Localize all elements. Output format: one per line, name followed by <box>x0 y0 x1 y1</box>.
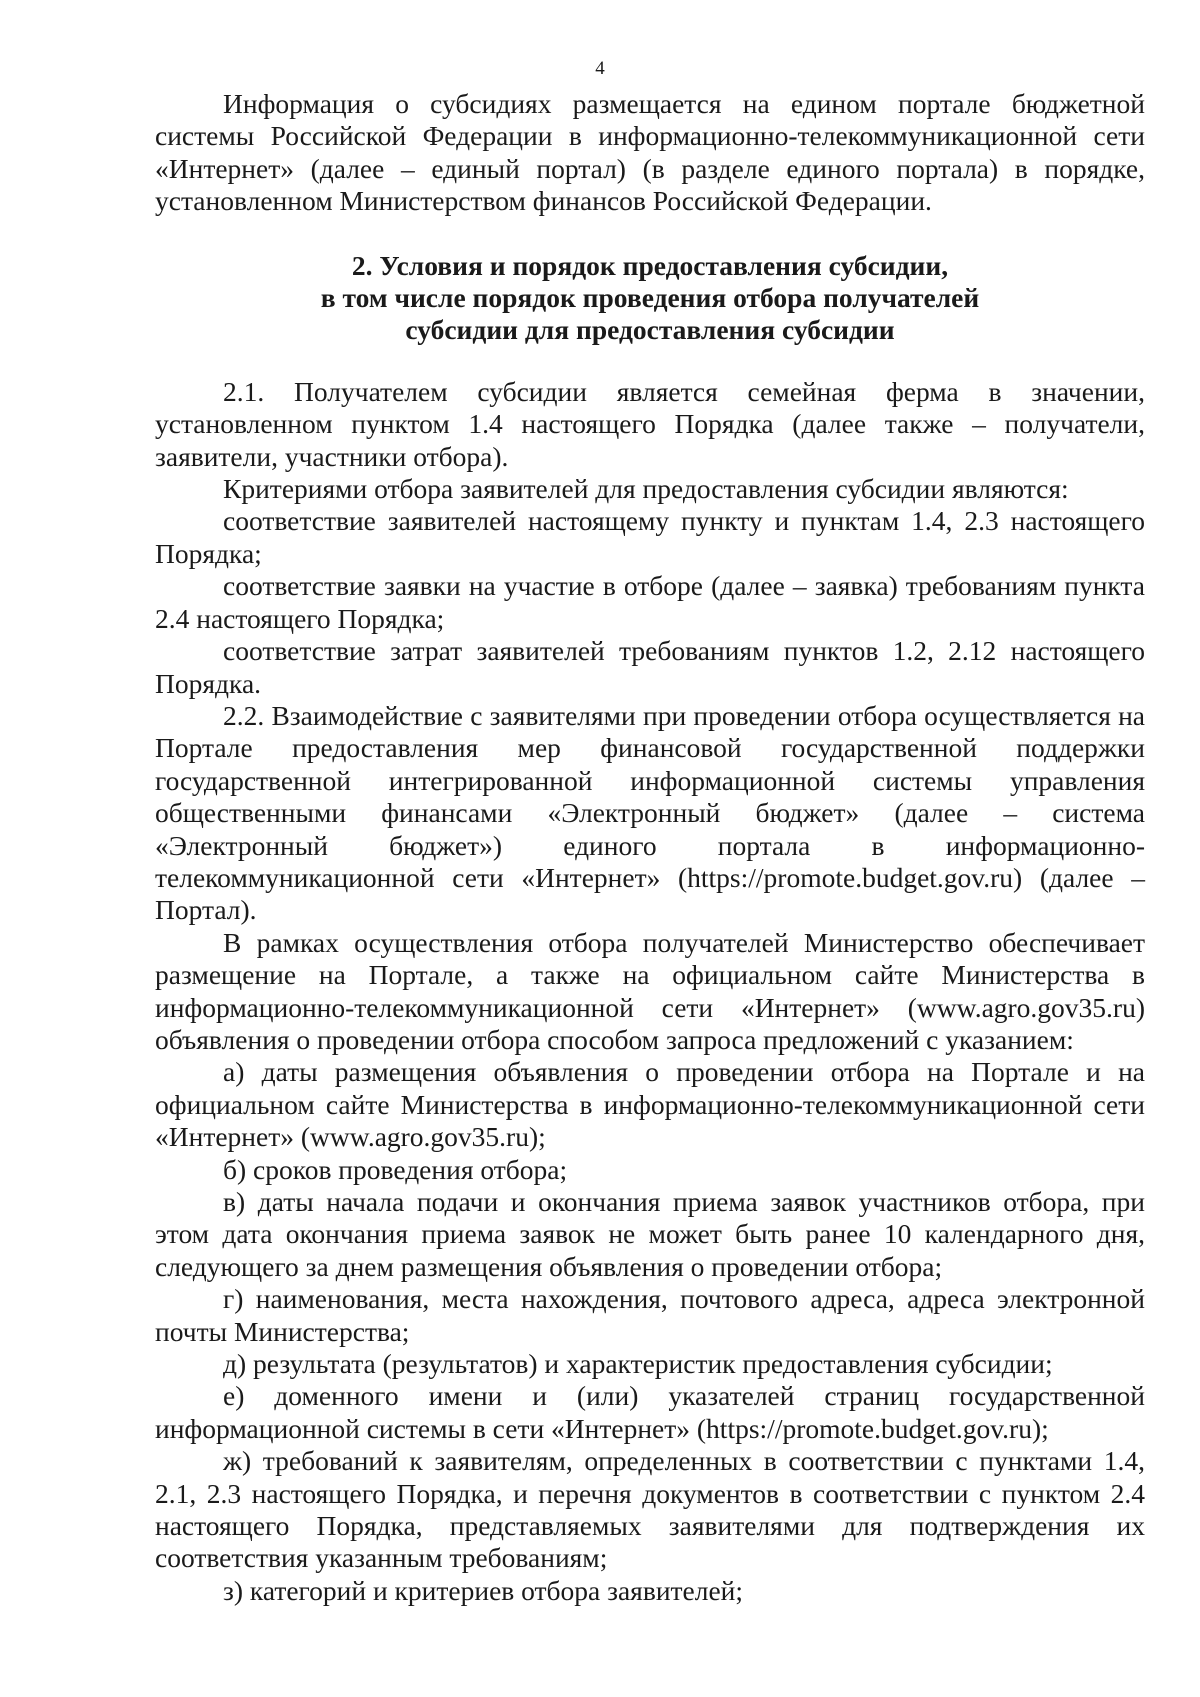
list-item-zh: ж) требований к заявителям, определенных в соответствии с пунктами 1.4, 2.1, 2.3 настоящего Порядка, и перечня документов в соответствии с пунктом 2.4 настоящего Порядка, представляемых заявителями для подтверждения их соответствия указанным требованиям; <box>155 1445 1145 1574</box>
paragraph-2-2: 2.2. Взаимодействие с заявителями при проведении отбора осуществляется на Портале предоставления мер финансовой государственной поддержки государственной интегрированной информационной системы управления общественными финансами «Электронный бюджет» (далее – система «Электронный бюджет») единого портала в информационно-телекоммуникационной сети «Интернет» (https://promote.budget.gov.ru) (далее – Портал). <box>155 699 1145 926</box>
paragraph-criteria-intro: Критериями отбора заявителей для предоставления субсидии являются: <box>223 473 1069 505</box>
page-number: 4 <box>595 58 605 79</box>
section-heading <box>155 250 1145 347</box>
list-item-g: г) наименования, места нахождения, почтового адреса, адреса электронной почты Министерства; <box>155 1283 1145 1347</box>
intro-paragraph: Информация о субсидиях размещается на едином портале бюджетной системы Российской Федерации в информационно-телекоммуникационной сети «Интернет» (далее – единый портал) (в разделе единого портала) в порядке, установленном Министерством финансов Российской Федерации. <box>155 88 1145 217</box>
section-heading-line: 2. Условия и порядок предоставления субсидии, <box>351 249 949 281</box>
paragraph-criterion: соответствие заявки на участие в отборе (далее – заявка) требованиям пункта 2.4 настоящего Порядка; <box>155 570 1145 634</box>
paragraph-criterion: соответствие заявителей настоящему пункту и пунктам 1.4, 2.3 настоящего Порядка; <box>155 505 1145 569</box>
list-item-d: д) результата (результатов) и характеристик предоставления субсидии; <box>223 1348 1053 1380</box>
list-item-a: а) даты размещения объявления о проведении отбора на Портале и на официальном сайте Министерства в информационно-телекоммуникационной сети «Интернет» (www.agro.gov35.ru); <box>155 1056 1145 1153</box>
list-item-v: в) даты начала подачи и окончания приема заявок участников отбора, при этом дата окончания приема заявок не может быть ранее 10 календарного дня, следующего за днем размещения объявления о проведении отбора; <box>155 1186 1145 1282</box>
paragraph-announcement-intro: В рамках осуществления отбора получателей Министерство обеспечивает размещение на Портале, а также на официальном сайте Министерства в информационно-телекоммуникационной сети «Интернет» (www.agro.gov35.ru) объявления о проведении отбора способом запроса предложений с указанием: <box>155 926 1145 1055</box>
list-item-e: е) доменного имени и (или) указателей страниц государственной информационной системы в сети «Интернет» (https://promote.budget.gov.ru); <box>155 1380 1145 1444</box>
list-item-z: з) категорий и критериев отбора заявителей; <box>223 1574 744 1606</box>
paragraph-2-1: 2.1. Получателем субсидии является семейная ферма в значении, установленном пунктом 1.4 настоящего Порядка (далее также – получатели, заявители, участники отбора). <box>155 375 1145 472</box>
section-heading-line: субсидии для предоставления субсидии <box>405 314 895 346</box>
document-body <box>155 88 1145 1607</box>
paragraph-criterion: соответствие затрат заявителей требованиям пунктов 1.2, 2.12 настоящего Порядка. <box>155 635 1145 699</box>
section-heading-line: в том числе порядок проведения отбора получателей <box>320 282 980 314</box>
list-item-b: б) сроков проведения отбора; <box>223 1153 568 1185</box>
